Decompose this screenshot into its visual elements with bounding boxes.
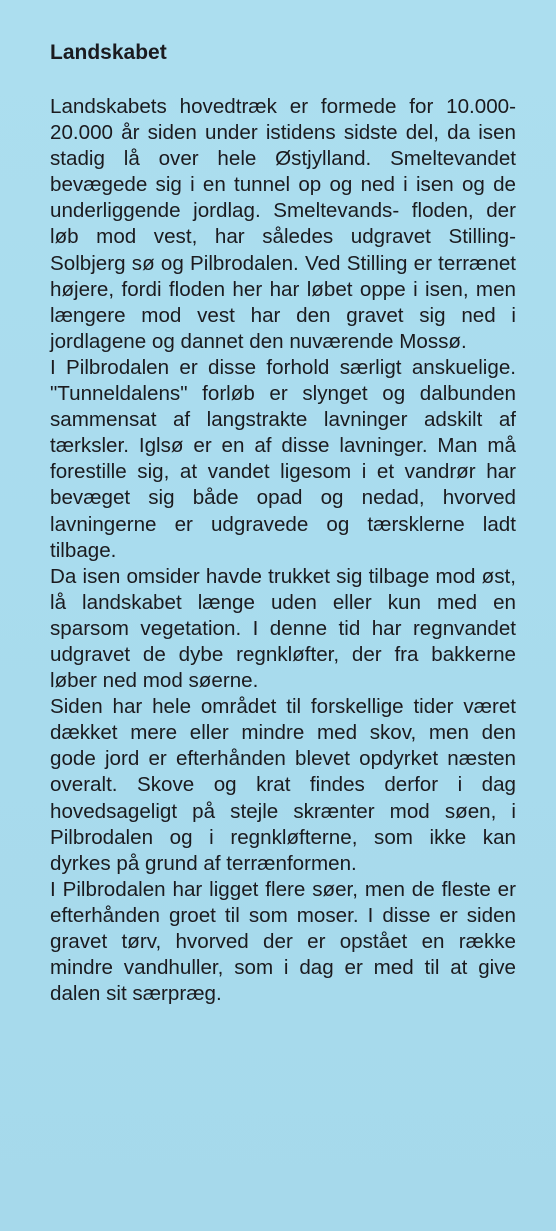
paragraph-2: I Pilbrodalen er disse forhold særligt anskuelige. "Tunneldalens" forløb er slynget og dalbunden sammensat af langstrakte lavninger adskilt af tærksler. Iglsø er en af disse lavninger. Man må forestille sig, at vandet ligesom i et vandrør har bevæget sig både opad og nedad, hvorved lavningerne er udgravede og tærsklerne ladt tilbage.	[50, 355, 516, 562]
body-text	[50, 94, 516, 1007]
paragraph-3: Da isen omsider havde trukket sig tilbage mod øst, lå landskabet længe uden eller kun med en sparsom vegetation. I denne tid har regnvandet udgravet de dybe regnkløfter, der fra bakkerne løber ned mod søerne.	[50, 564, 516, 693]
paragraph-1: Landskabets hovedtræk er formede for 10.000-20.000 år siden under istidens sidste del, da isen stadig lå over hele Østjylland. Smeltevandet bevægede sig i en tunnel op og ned i isen og de underliggende jordlag. Smeltevands- floden, der løb mod vest, har således udgravet Stilling-Solbjerg sø og Pilbrodalen. Ved Stilling er terrænet højere, fordi floden her har løbet oppe i isen, men længere mod vest har den gravet sig ned i jordlagene og dannet den nuværende Mossø.	[50, 95, 516, 353]
paragraph-5: I Pilbrodalen har ligget flere søer, men de fleste er efterhånden groet til som moser. I disse er siden gravet tørv, hvorved der er opstået en række mindre vandhuller, som i dag er med til at give dalen sit særpræg.	[50, 877, 516, 1006]
section-heading: Landskabet	[50, 41, 167, 64]
paragraph-4: Siden har hele området til forskellige tider været dækket mere eller mindre med skov, men den gode jord er efterhånden blevet opdyrket næsten overalt. Skove og krat findes derfor i dag hovedsageligt på stejle skrænter mod søen, i Pilbrodalen og i regnkløfterne, som ikke kan dyrkes på grund af terrænformen.	[50, 695, 516, 875]
